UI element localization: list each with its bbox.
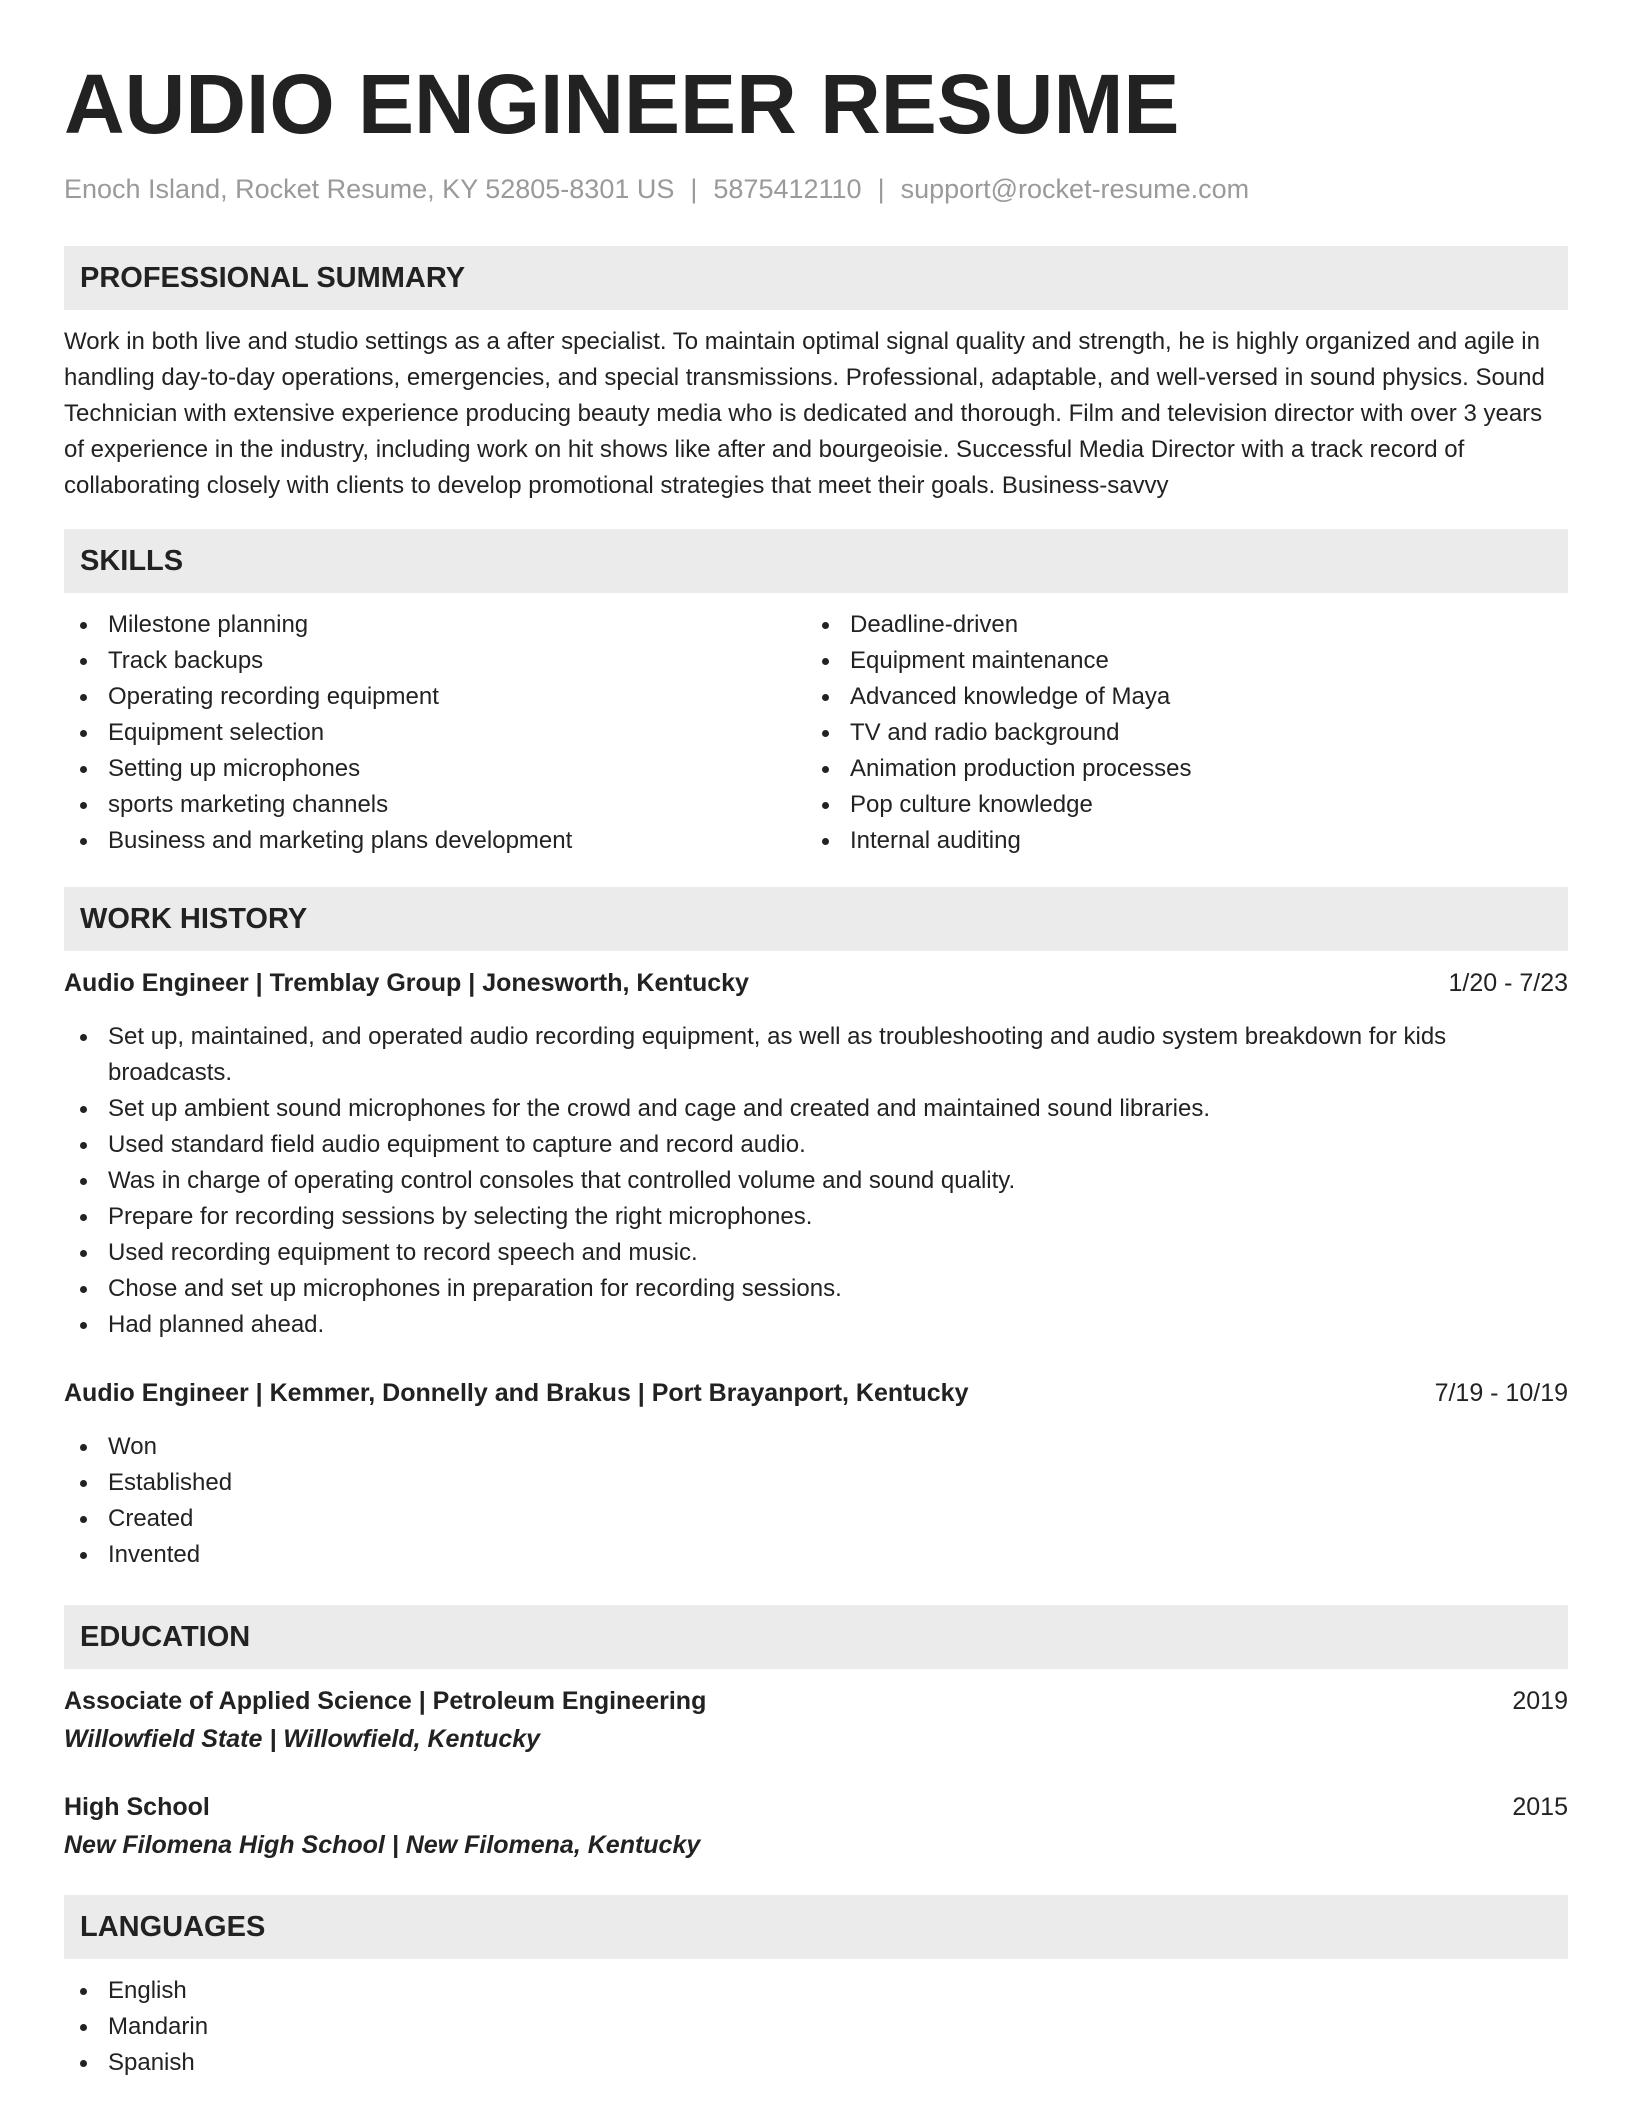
skill-item: Animation production processes [806,751,1548,787]
skill-item: Setting up microphones [64,751,806,787]
education-degree: High School [64,1793,210,1821]
job-duty-item: Created [64,1501,1568,1537]
education-school: New Filomena High School | New Filomena, Kentucky [64,1831,701,1859]
job-dates: 1/20 - 7/23 [1448,969,1568,997]
contact-phone: 5875412110 [713,174,862,204]
section-heading-work-history: WORK HISTORY [64,887,1568,951]
education-entry [64,1789,1568,1863]
job-header [64,965,1568,1001]
contact-email[interactable]: support@rocket-resume.com [900,174,1250,204]
skill-item: TV and radio background [806,715,1548,751]
contact-line [64,172,1568,206]
job-header [64,1375,1568,1411]
job-duties [64,1429,1568,1573]
section-heading-skills: SKILLS [64,529,1568,593]
job-entry [64,1375,1568,1573]
job-duty-item: Set up ambient sound microphones for the crowd and cage and created and maintained sound libraries. [64,1091,1568,1127]
summary-text: Work in both live and studio settings as a after specialist. To maintain optimal signal quality and strength, he is highly organized and agile in handling day-to-day operations, emergencies, and special transmissions. Professional, adaptable, and well-versed in sound physics. Sound Technician with extensive experience producing beauty media who is dedicated and thorough. Film and television director with over 3 years of experience in the industry, including work on hit shows like after and bourgeoisie. Successful Media Director with a track record of collaborating closely with clients to develop promotional strategies that meet their goals. Business-savvy [64,328,1545,499]
education-header [64,1683,1568,1719]
job-title: Audio Engineer | Tremblay Group | Jonesworth, Kentucky [64,969,749,997]
job-duty-item: Established [64,1465,1568,1501]
job-dates: 7/19 - 10/19 [1434,1379,1568,1407]
education-entry [64,1683,1568,1757]
section-heading-education: EDUCATION [64,1605,1568,1669]
skill-item: sports marketing channels [64,787,806,823]
education-header [64,1789,1568,1825]
education-degree: Associate of Applied Science | Petroleum Engineering [64,1687,707,1715]
language-item: Spanish [64,2045,1568,2081]
job-title: Audio Engineer | Kemmer, Donnelly and Brakus | Port Brayanport, Kentucky [64,1379,969,1407]
skills-column-left [64,607,806,859]
languages-list [64,1973,1568,2081]
language-item: English [64,1973,1568,2009]
skill-item: Milestone planning [64,607,806,643]
job-duty-item: Won [64,1429,1568,1465]
skill-item: Deadline-driven [806,607,1548,643]
job-duty-item: Set up, maintained, and operated audio recording equipment, as well as troubleshooting and audio system breakdown for kids broadcasts. [64,1019,1568,1091]
education-year: 2019 [1512,1687,1568,1715]
skill-item: Operating recording equipment [64,679,806,715]
resume-title: AUDIO ENGINEER RESUME [64,57,1180,151]
job-duty-item: Had planned ahead. [64,1307,1568,1343]
contact-separator: | [877,174,885,204]
education-school: Willowfield State | Willowfield, Kentucky [64,1725,541,1753]
skills-column-right [806,607,1548,859]
section-heading-summary: PROFESSIONAL SUMMARY [64,246,1568,310]
job-duty-item: Used standard field audio equipment to capture and record audio. [64,1127,1568,1163]
contact-address: Enoch Island, Rocket Resume, KY 52805-8301 US [64,174,675,204]
job-duties [64,1019,1568,1343]
job-entry [64,965,1568,1343]
job-duty-item: Used recording equipment to record speech and music. [64,1235,1568,1271]
section-heading-languages: LANGUAGES [64,1895,1568,1959]
skill-item: Internal auditing [806,823,1548,859]
skill-item: Equipment selection [64,715,806,751]
skill-item: Track backups [64,643,806,679]
skill-item: Equipment maintenance [806,643,1548,679]
language-item: Mandarin [64,2009,1568,2045]
resume-page [64,54,1568,2081]
education-year: 2015 [1512,1793,1568,1821]
skill-item: Pop culture knowledge [806,787,1548,823]
job-duty-item: Invented [64,1537,1568,1573]
skill-item: Advanced knowledge of Maya [806,679,1548,715]
skills-list [64,607,1568,859]
job-duty-item: Was in charge of operating control consoles that controlled volume and sound quality. [64,1163,1568,1199]
contact-separator: | [690,174,698,204]
skill-item: Business and marketing plans development [64,823,806,859]
job-duty-item: Prepare for recording sessions by selecting the right microphones. [64,1199,1568,1235]
job-duty-item: Chose and set up microphones in preparation for recording sessions. [64,1271,1568,1307]
